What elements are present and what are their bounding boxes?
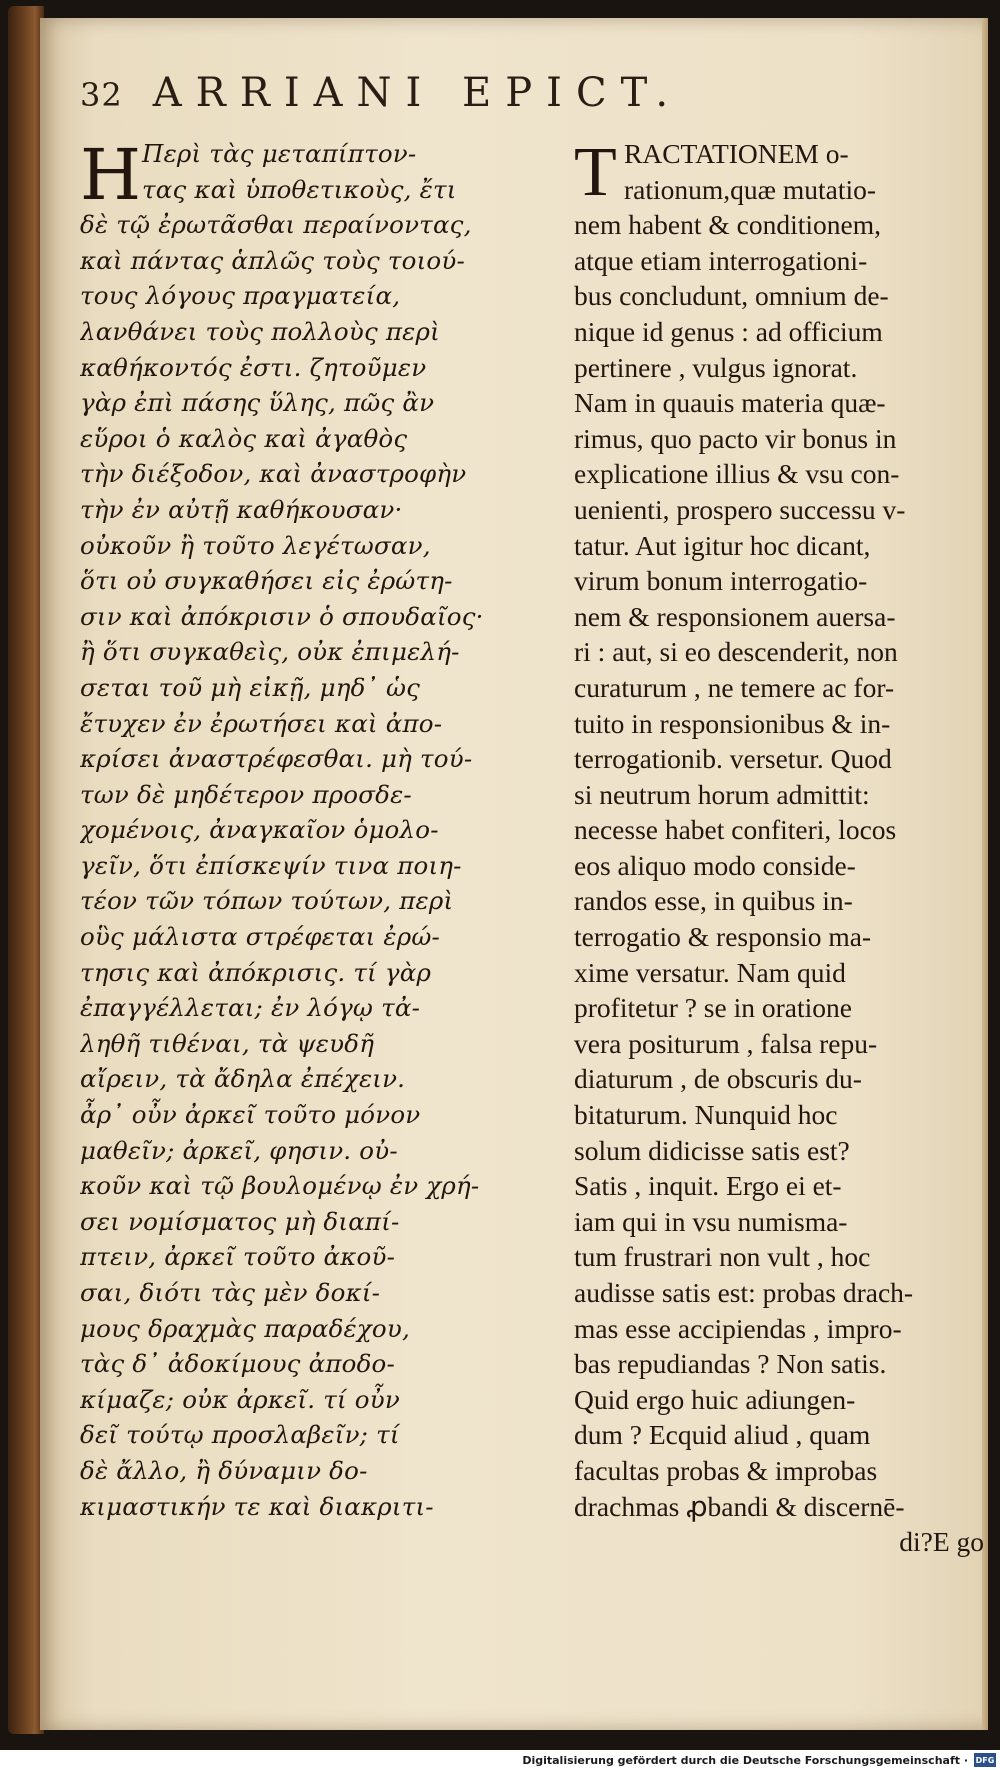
text-line: terrogationib. versetur. Quod (574, 743, 892, 775)
text-line: τέον τῶν τόπων τούτων, περὶ (80, 886, 454, 916)
text-line: ἢ ὅτι συγκαθεὶς, οὐκ ἐπιμελή- (80, 637, 460, 667)
text-line: tuito in responsionibus & in- (574, 707, 891, 739)
text-line: nem habent & conditionem, (574, 209, 882, 241)
text-line: γεῖν, ὅτι ἐπίσκεψίν τινα ποιη- (80, 850, 462, 880)
text-line: τὰς δ᾽ ἀδοκίμους ἀποδο- (80, 1349, 395, 1379)
book-page (40, 18, 988, 1730)
text-line: τους λόγους πραγματεία, (80, 281, 401, 311)
text-line: κιμαστικήν τε καὶ διακριτι- (80, 1491, 434, 1521)
text-line: terrogatio & responsio ma- (574, 921, 872, 953)
text-line: οὓς μάλιστα στρέφεται ἐρώ- (80, 922, 440, 952)
text-line: bas repudiandas ? Non satis. (574, 1348, 887, 1380)
text-line: ri : aut, si eo descenderit, non (574, 636, 898, 668)
text-line: Satis , inquit. Ergo ei et- (574, 1170, 842, 1202)
text-line: σαι, διότι τὰς μὲν δοκί- (80, 1278, 381, 1307)
text-line: τας καὶ ὑποθετικοὺς, ἔτι (142, 174, 457, 204)
text-line: profitetur ? se in oratione (574, 992, 852, 1024)
latin-text-lines (574, 136, 984, 1560)
text-line: λανθάνει τοὺς πολλοὺς περὶ (80, 316, 440, 346)
text-line: μους δραχμὰς παραδέχου, (80, 1313, 410, 1343)
text-line: σιν καὶ ἀπόκρισιν ὁ σπουδαῖος· (80, 601, 484, 631)
text-line: audisse satis est: probas drach- (574, 1277, 914, 1308)
text-line: ἐπαγγέλλεται; ἐν λόγῳ τἀ- (80, 993, 421, 1023)
text-line: δὲ τῷ ἐρωτᾶσθαι περαίνοντας, (80, 210, 472, 240)
digitization-footer (0, 1750, 1000, 1770)
text-line: atque etiam interrogationi- (574, 244, 868, 276)
text-line: ἔτυχεν ἐν ἐρωτήσει καὶ ἀπο- (80, 708, 443, 738)
running-head: ARRIANI EPICT. (152, 70, 683, 116)
text-line: Περὶ τὰς μεταπίπτον- (142, 139, 417, 168)
text-line: σει νομίσματος μὴ διαπί- (80, 1206, 400, 1236)
text-line: si neutrum horum admittit: (574, 778, 870, 810)
page-header (80, 70, 960, 126)
text-line: κοῦν καὶ τῷ βουλομένῳ ἐν χρή- (80, 1171, 480, 1201)
text-line: curaturum , ne temere ac for- (574, 671, 895, 703)
footer-credit: Digitalisierung gefördert durch die Deutsche Forschungsgemeinschaft · (522, 1753, 968, 1767)
greek-text-lines (80, 136, 580, 1524)
greek-drop-initial: Η (80, 134, 142, 216)
text-line: ληθῆ τιθέναι, τὰ ψευδῆ (80, 1028, 375, 1058)
text-line: drachmas ꝓbandi & discernē- (574, 1490, 905, 1522)
text-line: nique id genus : ad officium (574, 315, 883, 347)
text-line: di?E go (899, 1526, 984, 1558)
text-line: χομένοις, ἀναγκαῖον ὁμολο- (80, 815, 439, 845)
text-line: xime versatur. Nam quid (574, 956, 846, 988)
text-line: nem & responsionem auersa- (574, 600, 896, 632)
text-line: bitaturum. Nunquid hoc (574, 1099, 838, 1131)
text-line: RACTATIONEM o- (624, 138, 849, 169)
text-line: bus concludunt, omnium de- (574, 280, 889, 312)
latin-column (574, 134, 984, 1558)
text-line: οὐκοῦν ἢ τοῦτο λεγέτωσαν, (80, 530, 431, 560)
text-line: καὶ πάντας ἁπλῶς τοὺς τοιού- (80, 245, 465, 275)
text-line: dum ? Ecquid aliud , quam (574, 1419, 871, 1451)
text-line: Nam in quauis materia quæ- (574, 387, 886, 419)
text-line: necesse habet confiteri, locos (574, 814, 897, 846)
text-line: rimus, quo pacto vir bonus in (574, 422, 897, 454)
text-line: ὅτι οὐ συγκαθήσει εἰς ἐρώτη- (80, 566, 453, 596)
text-line: virum bonum interrogatio- (574, 565, 868, 597)
text-line: πτειν, ἀρκεῖ τοῦτο ἀκοῦ- (80, 1242, 396, 1272)
text-line: diaturum , de obscuris du- (574, 1063, 862, 1095)
text-line: κίμαζε; οὐκ ἀρκεῖ. τί οὖν (80, 1384, 400, 1414)
text-line: γὰρ ἐπὶ πάσης ὕλης, πῶς ἂν (80, 388, 435, 418)
text-line: rationum,quæ mutatio- (624, 173, 877, 205)
text-line: κρίσει ἀναστρέφεσθαι. μὴ τού- (80, 744, 473, 774)
latin-drop-initial: T (574, 134, 617, 211)
text-line: τὴν διέξοδον, καὶ ἀναστροφὴν (80, 459, 467, 489)
dfg-logo: DFG (974, 1753, 996, 1767)
text-line: facultas probas & improbas (574, 1454, 878, 1486)
text-line: tum frustrari non vult , hoc (574, 1241, 871, 1273)
text-line: δὲ ἄλλο, ἢ δύναμιν δο- (80, 1455, 368, 1485)
text-line: καθήκοντός ἐστι. ζητοῦμεν (80, 352, 427, 382)
page-number: 32 (80, 76, 123, 114)
text-line: ἆρ᾽ οὖν ἀρκεῖ τοῦτο μόνον (80, 1100, 421, 1130)
text-line: mas esse accipiendas , impro- (574, 1312, 902, 1344)
text-line: pertinere , vulgus ignorat. (574, 351, 858, 383)
text-line: iam qui in vsu numisma- (574, 1205, 848, 1237)
text-line: solum didicisse satis est? (574, 1134, 850, 1166)
text-line: σεται τοῦ μὴ εἰκῇ, μηδ᾽ ὡς (80, 672, 421, 702)
text-line: tatur. Aut igitur hoc dicant, (574, 529, 871, 561)
text-line: uenienti, prospero successu v- (574, 493, 906, 525)
text-line: eos aliquo modo conside- (574, 849, 856, 881)
text-line: τησις καὶ ἀπόκρισις. τί γὰρ (80, 957, 432, 987)
text-line: δεῖ τούτῳ προσλαβεῖν; τί (80, 1420, 400, 1450)
text-line: μαθεῖν; ἀρκεῖ, φησιν. οὐ- (80, 1135, 398, 1165)
text-line: randos esse, in quibus in- (574, 885, 853, 917)
text-line: explicatione illius & vsu con- (574, 458, 900, 490)
text-line: των δὲ μηδέτερον προσδε- (80, 779, 412, 809)
text-line: τὴν ἐν αὐτῇ καθήκουσαν· (80, 494, 403, 524)
greek-column (80, 134, 580, 1521)
book-spine (8, 6, 44, 1734)
text-line: Quid ergo huic adiungen- (574, 1383, 856, 1415)
text-line: vera positurum , falsa repu- (574, 1027, 878, 1059)
text-line: αἴρειν, τὰ ἄδηλα ἐπέχειν. (80, 1064, 406, 1094)
text-line: εὕροι ὁ καλὸς καὶ ἀγαθὸς (80, 423, 408, 453)
